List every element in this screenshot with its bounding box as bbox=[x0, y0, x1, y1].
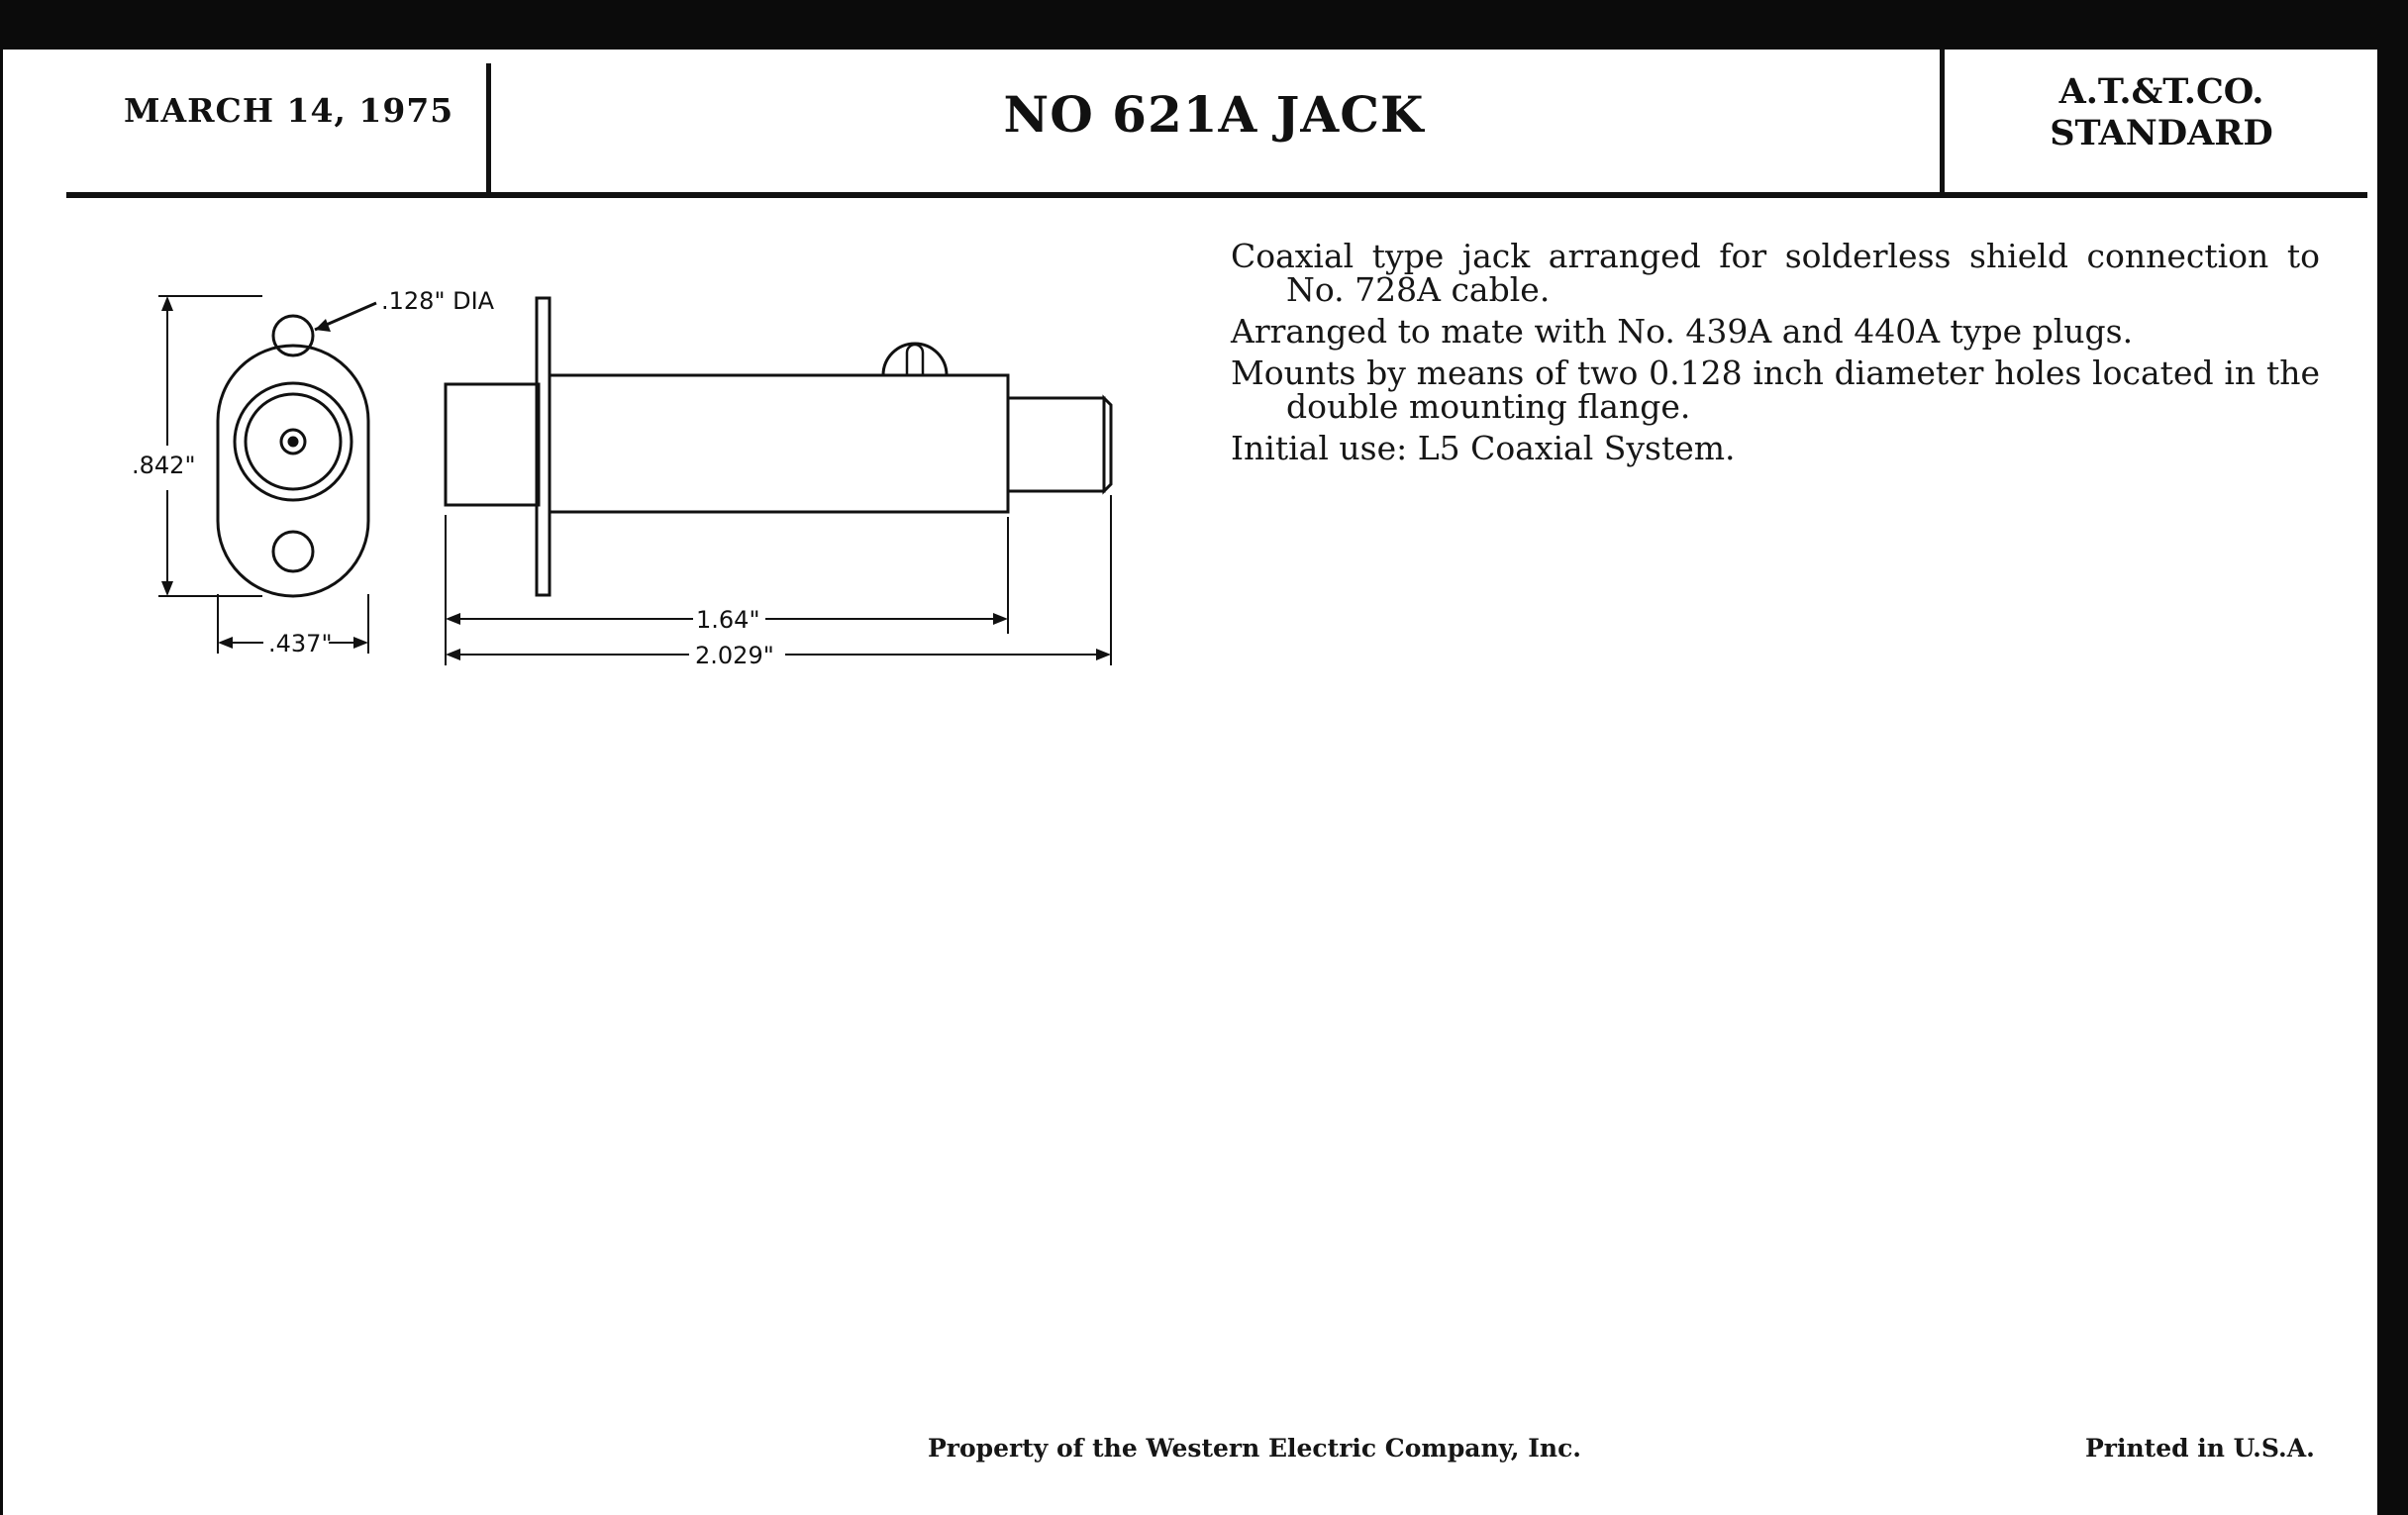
center-pin bbox=[289, 438, 297, 446]
property-notice: Property of the Western Electric Company, Inc. bbox=[928, 1434, 1582, 1463]
printed-notice: Printed in U.S.A. bbox=[2085, 1434, 2315, 1463]
rear-body bbox=[446, 384, 539, 505]
description-paragraph: Mounts by means of two 0.128 inch diameter holes located in the double mounting flange. bbox=[1231, 354, 2320, 426]
mounting-hole-bottom bbox=[273, 532, 313, 571]
sleeve-tip bbox=[1104, 398, 1111, 491]
side-view bbox=[446, 298, 1111, 665]
mounting-hole-top bbox=[273, 316, 313, 355]
description bbox=[1231, 237, 2320, 473]
hole-dia-label: .128" DIA bbox=[381, 287, 495, 315]
standard-line-2: STANDARD bbox=[2050, 113, 2273, 153]
spec-card bbox=[3, 50, 2377, 1515]
side-view-arrows bbox=[446, 613, 1111, 660]
width-dim-label: .437" bbox=[268, 630, 333, 657]
page-title: NO 621A JACK bbox=[1003, 85, 1425, 144]
jack-drawing bbox=[3, 50, 1191, 762]
standard-line-1: A.T.&T.CO. bbox=[2058, 71, 2264, 112]
description-paragraph: Coaxial type jack arranged for solderless shield connection to No. 728A cable. bbox=[1231, 237, 2320, 309]
standard-mark bbox=[1944, 71, 2379, 154]
description-paragraph: Arranged to mate with No. 439A and 440A type plugs. bbox=[1231, 312, 2134, 351]
height-dim-label: .842" bbox=[132, 452, 196, 479]
length-dim-label: 1.64" bbox=[696, 606, 760, 634]
front-sleeve bbox=[1008, 398, 1104, 491]
description-paragraph: Initial use: L5 Coaxial System. bbox=[1231, 429, 1736, 467]
overall-length-label: 2.029" bbox=[695, 642, 774, 669]
main-body bbox=[550, 375, 1008, 512]
set-screw bbox=[883, 344, 947, 375]
issue-date: MARCH 14, 1975 bbox=[124, 91, 454, 130]
